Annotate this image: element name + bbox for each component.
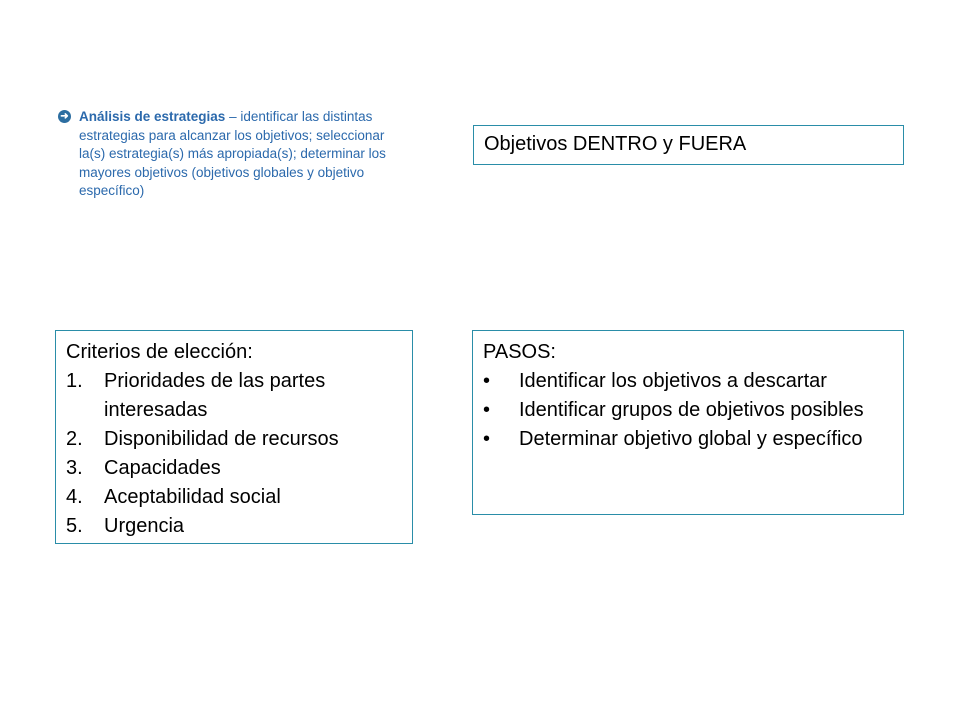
list-item-number: 1.: [66, 370, 83, 392]
list-item-text: Disponibilidad de recursos: [104, 428, 339, 450]
list-item: [483, 425, 893, 454]
list-item: [66, 512, 402, 541]
steps-box: [472, 330, 904, 515]
list-item-text: Urgencia: [104, 515, 185, 537]
list-item-text: Determinar objetivo global y específico: [519, 428, 863, 450]
list-item-number: 4.: [66, 486, 83, 508]
criteria-box: [55, 330, 413, 544]
steps-list: [483, 367, 893, 454]
criteria-heading: Criterios de elección:: [66, 341, 253, 363]
list-item-text: Prioridades de las partes interesadas: [104, 370, 326, 421]
objectives-box: [473, 125, 904, 165]
list-item-number: 2.: [66, 428, 83, 450]
list-item: [66, 425, 402, 454]
list-item: [483, 367, 893, 396]
list-item-text: Aceptabilidad social: [104, 486, 281, 508]
bullet-icon: •: [483, 428, 491, 450]
steps-heading: PASOS:: [483, 341, 556, 363]
strategy-analysis-title: Análisis de estrategias: [79, 109, 226, 124]
list-item-text: Capacidades: [104, 457, 221, 479]
objectives-label: Objetivos DENTRO y FUERA: [484, 133, 747, 155]
strategy-analysis-note: [58, 108, 408, 201]
arrow-circle-icon: ➜: [58, 110, 71, 123]
list-item-number: 5.: [66, 515, 83, 537]
strategy-analysis-description: – identificar las distintas estrategias para alcanzar los objetivos; seleccionar la(s) estrategia(s) más apropiada(s); determinar los mayores objetivos (objetivos globales y objetivo específico): [79, 109, 386, 198]
bullet-icon: •: [483, 370, 491, 392]
list-item: [66, 367, 402, 425]
list-item-number: 3.: [66, 457, 83, 479]
list-item: [483, 396, 893, 425]
list-item: [66, 483, 402, 512]
criteria-list: [66, 367, 402, 541]
list-item-text: Identificar grupos de objetivos posibles: [519, 399, 864, 421]
list-item-text: Identificar los objetivos a descartar: [519, 370, 827, 392]
strategy-analysis-text: [79, 108, 408, 201]
list-item: [66, 454, 402, 483]
bullet-icon: •: [483, 399, 491, 421]
